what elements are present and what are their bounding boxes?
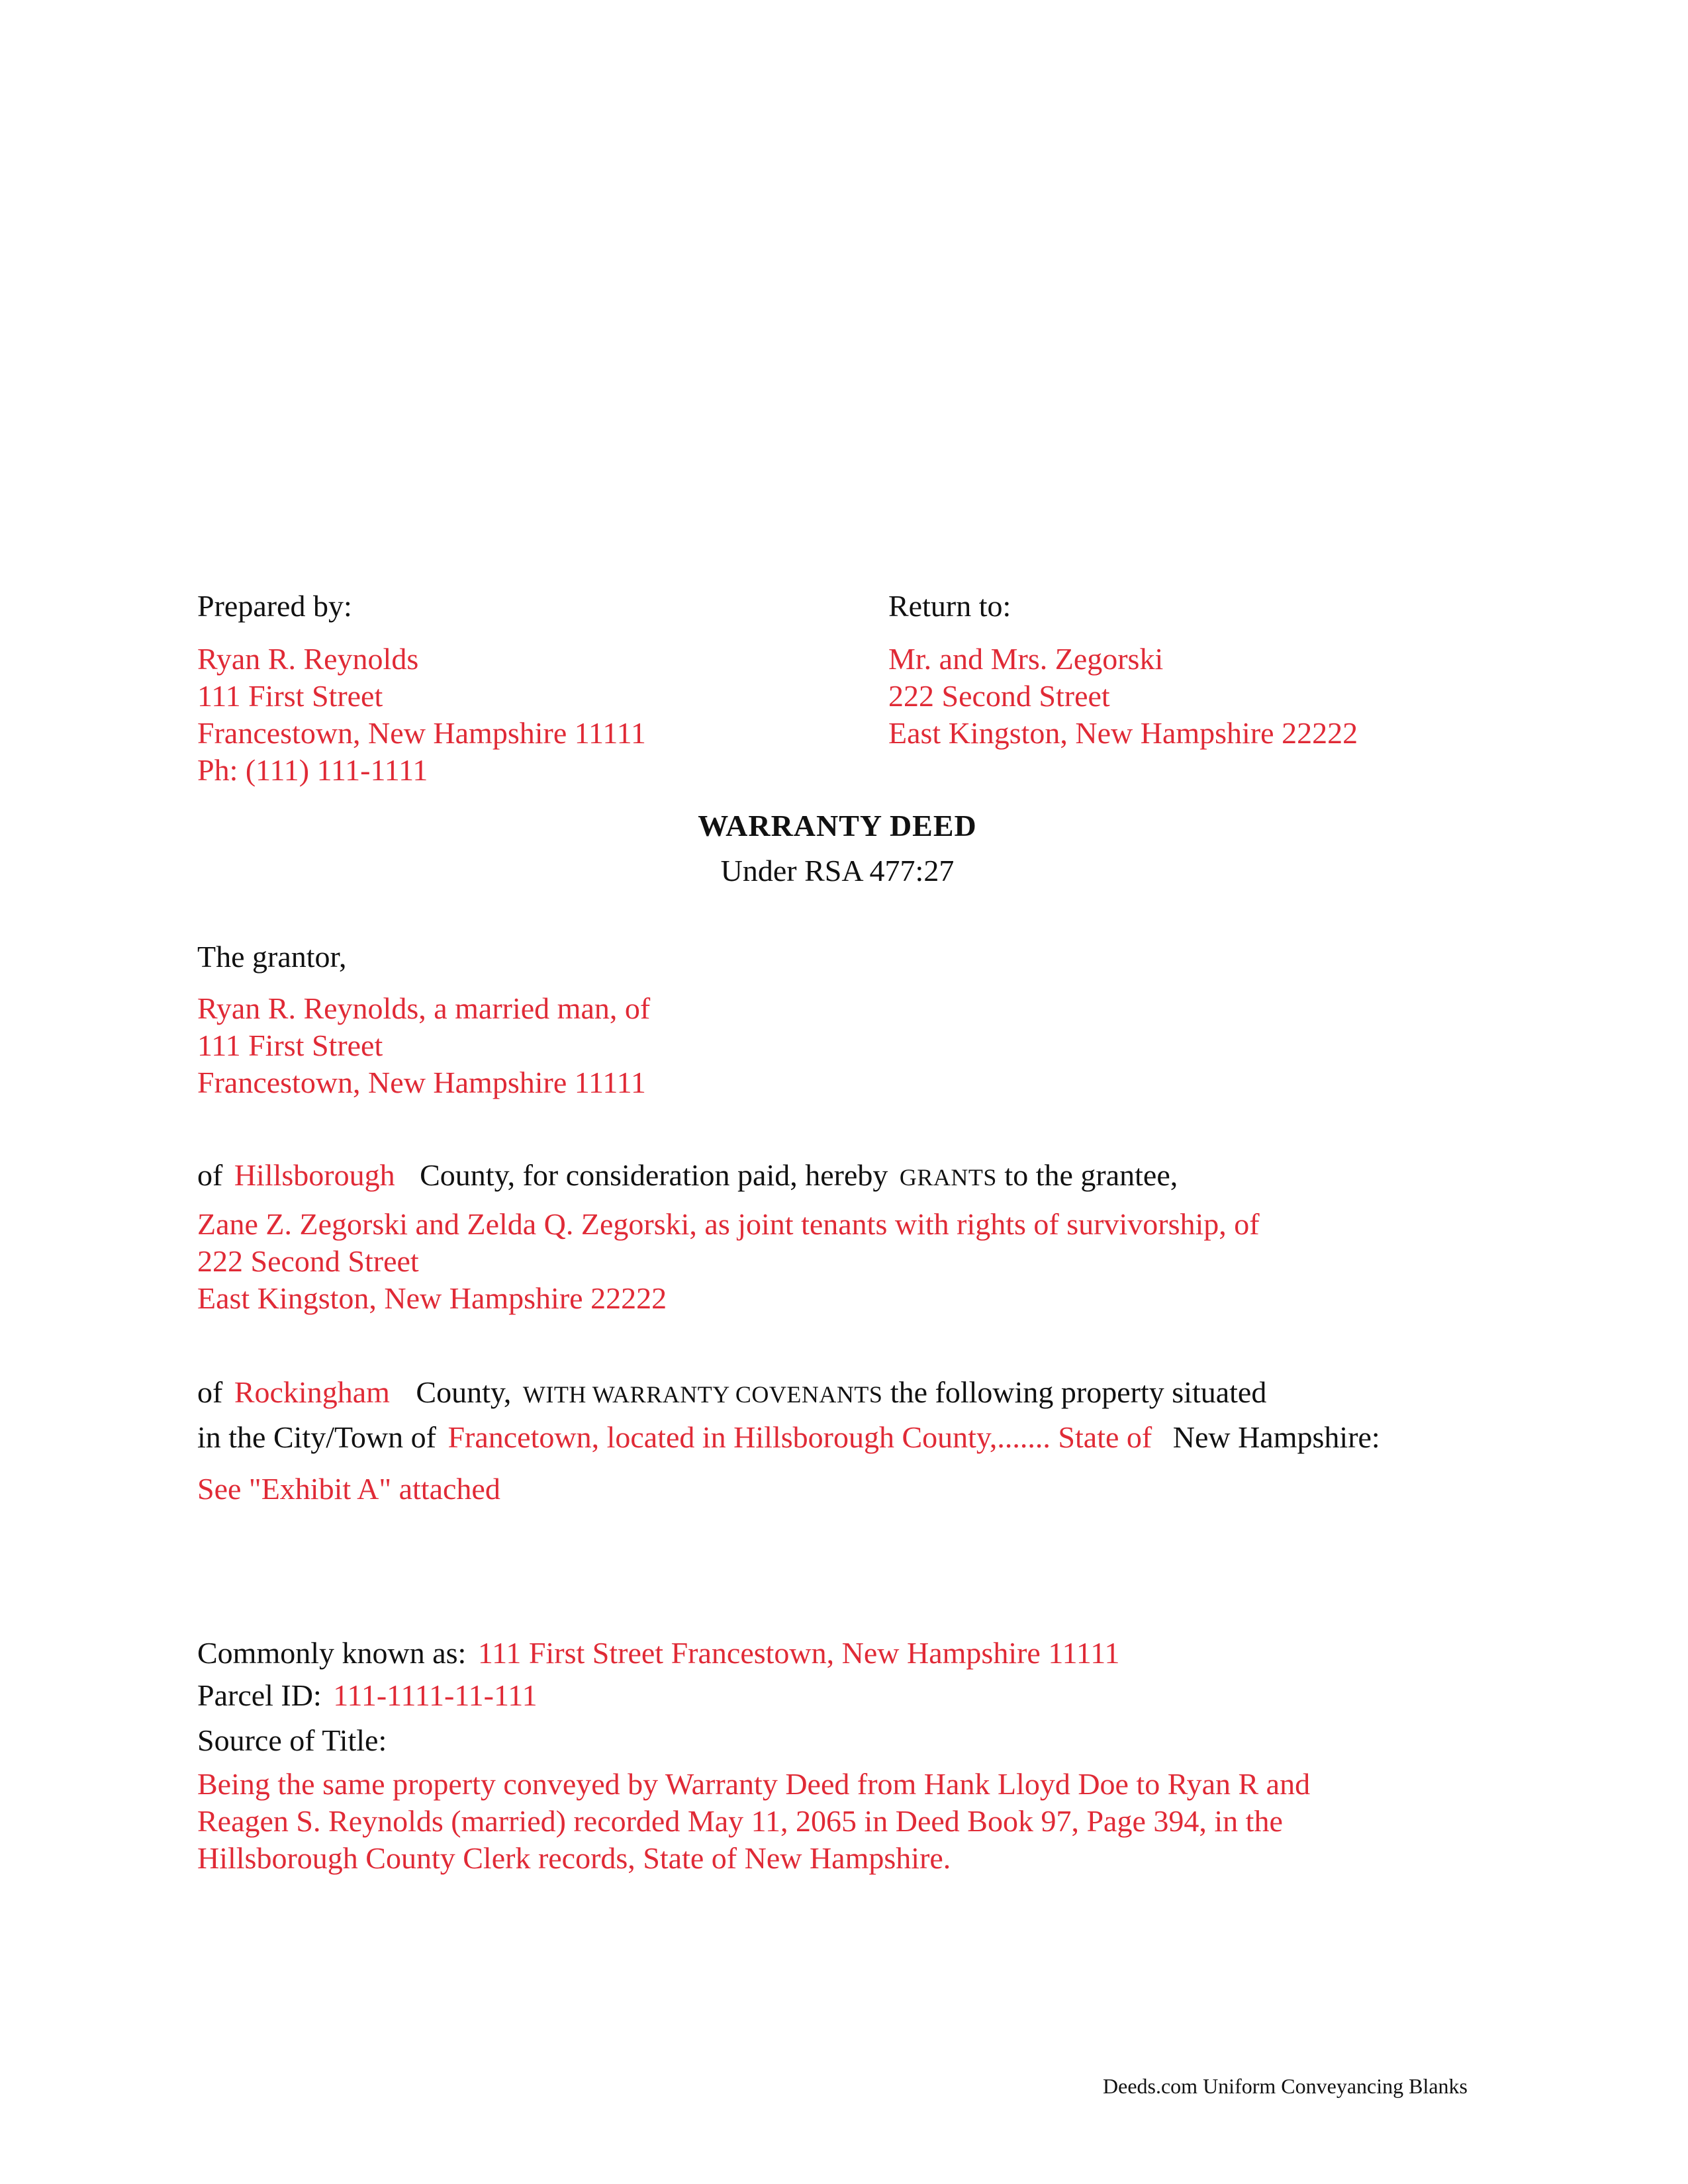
grantor-block (197, 990, 650, 1101)
city-town-label: in the City/Town of (197, 1420, 436, 1454)
city-town-value: Francetown, located in Hillsborough County,....... State of (447, 1420, 1152, 1454)
grantee-line-2: 222 Second Street (197, 1244, 419, 1278)
grantor-label: The grantor, (197, 940, 347, 974)
document-subtitle: Under RSA 477:27 (720, 854, 955, 887)
grantee-line-1: Zane Z. Zegorski and Zelda Q. Zegorski, as joint tenants with rights of survivorship, of (197, 1207, 1260, 1241)
prepared-by-name: Ryan R. Reynolds (197, 642, 419, 676)
prepared-by-city: Francestown, New Hampshire 11111 (197, 716, 646, 750)
covenant-text-after: the following property situated (890, 1375, 1267, 1409)
grantor-line-2: 111 First Street (197, 1028, 383, 1062)
return-to-name: Mr. and Mrs. Zegorski (888, 642, 1164, 676)
grantee-block (197, 1206, 1260, 1317)
covenant-county: Rockingham (234, 1375, 390, 1409)
grantor-line-3: Francestown, New Hampshire 11111 (197, 1066, 646, 1099)
source-of-title-label: Source of Title: (197, 1723, 387, 1757)
prepared-by-label: Prepared by: (197, 589, 352, 623)
commonly-known-line (197, 1635, 1120, 1672)
parcel-id-label: Parcel ID: (197, 1678, 322, 1712)
parcel-id-value: 111-1111-11-111 (333, 1678, 538, 1712)
grantee-line-3: East Kingston, New Hampshire 22222 (197, 1281, 667, 1315)
covenant-of: of (197, 1375, 223, 1409)
covenants-word: WITH WARRANTY COVENANTS (522, 1381, 883, 1408)
commonly-known-value: 111 First Street Francestown, New Hampshire 11111 (477, 1636, 1120, 1670)
document-title: WARRANTY DEED (698, 809, 977, 842)
source-line-2: Reagen S. Reynolds (married) recorded May 11, 2065 in Deed Book 97, Page 394, in the (197, 1804, 1283, 1838)
return-to-street: 222 Second Street (888, 679, 1110, 713)
grant-of: of (197, 1158, 223, 1192)
parcel-id-line (197, 1677, 538, 1714)
return-to-block (888, 641, 1358, 752)
grants-word: GRANTS (899, 1164, 997, 1191)
grant-clause (197, 1157, 1178, 1196)
prepared-by-street: 111 First Street (197, 679, 383, 713)
footer-text: Deeds.com Uniform Conveyancing Blanks (1103, 2074, 1468, 2098)
prepared-by-block (197, 641, 646, 789)
commonly-known-label: Commonly known as: (197, 1636, 467, 1670)
grant-text: County, for consideration paid, hereby (420, 1158, 888, 1192)
covenant-clause-line-2 (197, 1419, 1380, 1456)
grant-county: Hillsborough (234, 1158, 395, 1192)
source-line-1: Being the same property conveyed by Warranty Deed from Hank Lloyd Doe to Ryan R and (197, 1767, 1311, 1801)
grant-text-after: to the grantee, (1004, 1158, 1178, 1192)
return-to-city: East Kingston, New Hampshire 22222 (888, 716, 1358, 750)
source-of-title-block (197, 1766, 1310, 1877)
prepared-by-phone: Ph: (111) 111-1111 (197, 753, 428, 787)
return-to-label: Return to: (888, 589, 1011, 623)
covenant-county-word: County, (416, 1375, 512, 1409)
exhibit-reference: See "Exhibit A" attached (197, 1472, 500, 1506)
covenant-clause-line-1 (197, 1374, 1266, 1413)
grantor-line-1: Ryan R. Reynolds, a married man, of (197, 991, 651, 1025)
source-line-3: Hillsborough County Clerk records, State of New Hampshire. (197, 1841, 951, 1875)
state-value: New Hampshire: (1172, 1420, 1380, 1454)
